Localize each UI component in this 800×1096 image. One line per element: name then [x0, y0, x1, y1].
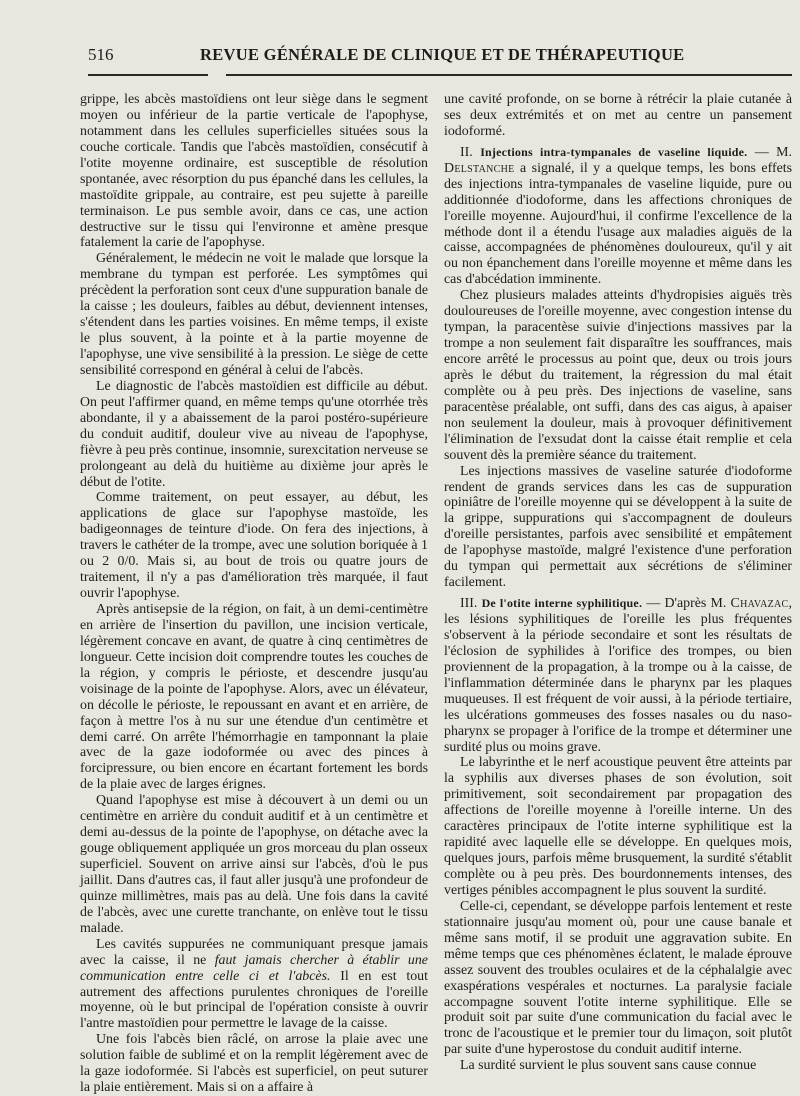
paragraph: Une fois l'abcès bien râclé, on arrose la plaie avec une solution faible de sublimé et on la remplit légèrement avec de la gaze iodoformée. Si l'abcès est superficiel, on peut suturer la plaie entièrement. Mais si on a affaire à: [80, 1032, 428, 1096]
right-column: [444, 92, 792, 1074]
paragraph: [80, 937, 428, 1033]
paragraph: Chez plusieurs malades atteints d'hydropisies aiguës très douloureuses de l'oreille moyenne, avec congestion intense du tympan, la paracentèse suivie d'injections massives par la trompe a non seulement fait disparaître les souffrances, mais encore arrêté le processus au point que, deux ou trois jours après le début du traitement, la régression du mal était complète ou à peu près. Des injections de vaseline, sans paracentèse préalable, ont suffi, dans des cas aigus, à apaiser non seulement la douleur, mais à provoquer définitivement l'élimination de l'exsudat dont la caisse était remplie et cela souvent dès la première séance du traitement.: [444, 288, 792, 463]
paragraph: une cavité profonde, on se borne à rétrécir la plaie cutanée à ses deux extrémités et on met au centre un pansement iodoformé.: [444, 92, 792, 139]
paragraph: Les injections massives de vaseline saturée d'iodoforme rendent de grands services dans les cas de suppuration opiniâtre de l'oreille moyenne qui se développent à la suite de la grippe, suppurations qui s'accompagnent de douleurs d'oreille persistantes, parfois avec sensibilité et empâtement de l'apophyse mastoïde, malgré l'existence d'une perforation du tympan qui permettait aux sécrétions de s'éliminer facilement.: [444, 463, 792, 591]
author-name: Delstanche: [444, 160, 515, 176]
paragraph-text: a signalé, il y a quelque temps, les bons effets des injections intra-tympanales de vaseline liquide, pure ou additionnée d'iodoforme, dans les affections chroniques de l'oreille moyenne. Aujourd'hui, il confirme l'excellence de la méthode dont il a étendu l'usage aux maladies aiguës de la caisse, accompagnées de phénomènes douloureux, qu'il y ait ou non épanchement dans l'oreille moyenne et même dans les cas d'abcédation imminente.: [444, 160, 792, 288]
paragraph: Après antisepsie de la région, on fait, à un demi-centimètre en arrière de l'insertion du pavillon, une incision verticale, légèrement concave en avant, de quatre à cinq centimètres de longueur. Cette incision doit comprendre toutes les couches de la région, y compris le périoste, et descendre jusqu'au voisinage de la pointe de l'apophyse. Alors, avec un élévateur, on décolle le périoste, le repoussant en avant et en arrière, de façon à mettre l'os à nu sur une étendue d'un centimètre et demi carré. On arrête l'hémorrhagie en tamponnant la plaie avec de la gaze iodoformée ou avec des pinces à forcipressure, ou bien encore en écartant fortement les bords de la plaie avec de larges érignes.: [80, 602, 428, 793]
paragraph: La surdité survient le plus souvent sans cause connue: [460, 1058, 757, 1074]
header-rule-left: [88, 74, 208, 76]
paragraph-text: Les cavités suppurées ne communiquant presque jamais avec la caisse, il ne: [80, 936, 428, 968]
paragraph: Comme traitement, on peut essayer, au début, les applications de glace sur l'apophyse mastoïde, les badigeonnages de teinture d'iode. On fera des injections, à travers le cathéter de la trompe, avec une solution boriquée à 1 ou 2 0/0. Mais si, au bout de trois ou quatre jours de traitement, il n'y a pas d'amélioration très marquée, il faut ouvrir l'apophyse.: [80, 490, 428, 602]
page-header: [88, 45, 792, 71]
section-heading: Injections intra-tympanales de vaseline liquide.: [480, 144, 748, 159]
author-name: Chavazac: [730, 596, 789, 612]
paragraph: Généralement, le médecin ne voit le malade que lorsque la membrane du tympan est perforée. Les symptômes qui précèdent la perforation sont ceux d'une suppuration banale de la caisse ; les douleurs, faibles au début, deviennent intenses, s'étendent dans les parties voisines. En même temps, il existe le plus souvent, à la pointe et à la partie moyenne de l'apophyse, une vive sensibilité à la pression. Le siège de cette sensibilité correspond en général à celui de l'abcès.: [80, 251, 428, 378]
paragraph: Le labyrinthe et le nerf acoustique peuvent être atteints par la syphilis aux diverses phases de son évolution, soit primitivement, soit secondairement par propagation des affections de l'oreille moyenne à l'oreille interne. Un des caractères principaux de l'otite interne syphilitique est la rapidité avec laquelle elle se développe. En quelques mois, quelques jours, parfois même brusquement, la surdité s'établit complète ou à peu près. Des bourdonnements intenses, des vertiges pénibles accompagnent le plus souvent la surdité.: [444, 755, 792, 898]
section-paragraph: [444, 145, 792, 288]
paragraph: Celle-ci, cependant, se développe parfois lentement et reste stationnaire jusqu'au moment où, pour une cause banale et même sans motif, il se produit une aggravation subite. En même temps que ces phénomènes éclatent, le malade éprouve assez souvent des troubles oculaires et de la céphalalgie avec exaspérations vespérales et nocturnes. La paralysie faciale accompagne souvent l'otite interne syphilitique. Elle se produit soit par suite d'une communication du facial avec le tronc de l'acoustique et le premier tour du limaçon, soit plutôt par suite d'une hyperostose du conduit auditif interne.: [444, 898, 792, 1058]
paragraph-text: — D'après M.: [642, 596, 731, 612]
section-number: II.: [460, 144, 481, 160]
section-number: III.: [460, 596, 482, 612]
section-paragraph: [444, 596, 792, 755]
italic-emphasis: faut jamais chercher à établir une communication entre celle ci et l'abcès.: [80, 952, 428, 984]
left-column: [80, 92, 428, 1096]
paragraph-text: — M.: [747, 144, 792, 160]
paragraph-text: , les lésions syphilitiques de l'oreille les plus fréquentes s'observent à la période secondaire et sont les résultats de l'éclosion de syphilides à l'orifice des trompes, ou bien proviennent de la propagation, à la trompe ou à la caisse, de l'inflammation déterminée dans le pharynx par les plaques muqueuses. Il est fréquent de voir aussi, à la période tertiaire, les ulcérations gommeuses des fosses nasales ou du naso-pharynx se propager à l'orifice de la trompe et déterminer une surdité plus ou moins grave.: [444, 596, 792, 755]
paragraph: Quand l'apophyse est mise à découvert à un demi ou un centimètre en arrière du conduit auditif et à un centimètre et demi au-dessus de la pointe de l'apophyse, on détache avec la gouge obliquement appliquée un gros morceau du plan osseux superficiel. Souvent on arrive ainsi sur l'abcès, d'où le pus jaillit. Dans d'autres cas, il faut aller jusqu'à une profondeur de quinze millimètres, mais pas au delà. Une fois dans la cavité de l'abcès, avec une curette tranchante, on enlève tout le tissu malade.: [80, 793, 428, 936]
header-rule-right: [226, 74, 792, 76]
paragraph-text: Il en est tout autrement des affections purulentes chroniques de l'oreille moyenne, où le but principal de l'opération consiste à ouvrir l'antre mastoïdien pour permettre le lavage de la caisse.: [80, 968, 428, 1032]
section-heading: De l'otite interne syphilitique.: [481, 596, 643, 611]
page-number: 516: [88, 45, 114, 64]
paragraph: grippe, les abcès mastoïdiens ont leur siège dans le segment moyen ou inférieur de la partie verticale de l'apophyse, notamment dans les cellules superficielles situées sous la couche corticale. Tandis que l'abcès mastoïdien, consécutif à l'otite moyenne ordinaire, est susceptible de résolution spontanée, avec résorption du pus épanché dans les cellules, la mastoïdite grippale, au contraire, est peu sujette à pareille terminaison. Le pus semble avoir, dans ce cas, une action destructive sur le tissu qui l'environne et amène presque fatalement la carie de l'apophyse.: [80, 92, 428, 251]
running-title: REVUE GÉNÉRALE DE CLINIQUE ET DE THÉRAPEUTIQUE: [200, 45, 685, 64]
paragraph: Le diagnostic de l'abcès mastoïdien est difficile au début. On peut l'affirmer quand, en même temps qu'une otorrhée très abondante, il y a abaissement de la paroi postéro-supérieure du conduit auditif, douleur vive au niveau de l'apophyse, fièvre à peu près continue, insomnie, surexcitation nerveuse se prolongeant au delà du huitième au dixième jour après le début de l'otite.: [80, 378, 428, 490]
